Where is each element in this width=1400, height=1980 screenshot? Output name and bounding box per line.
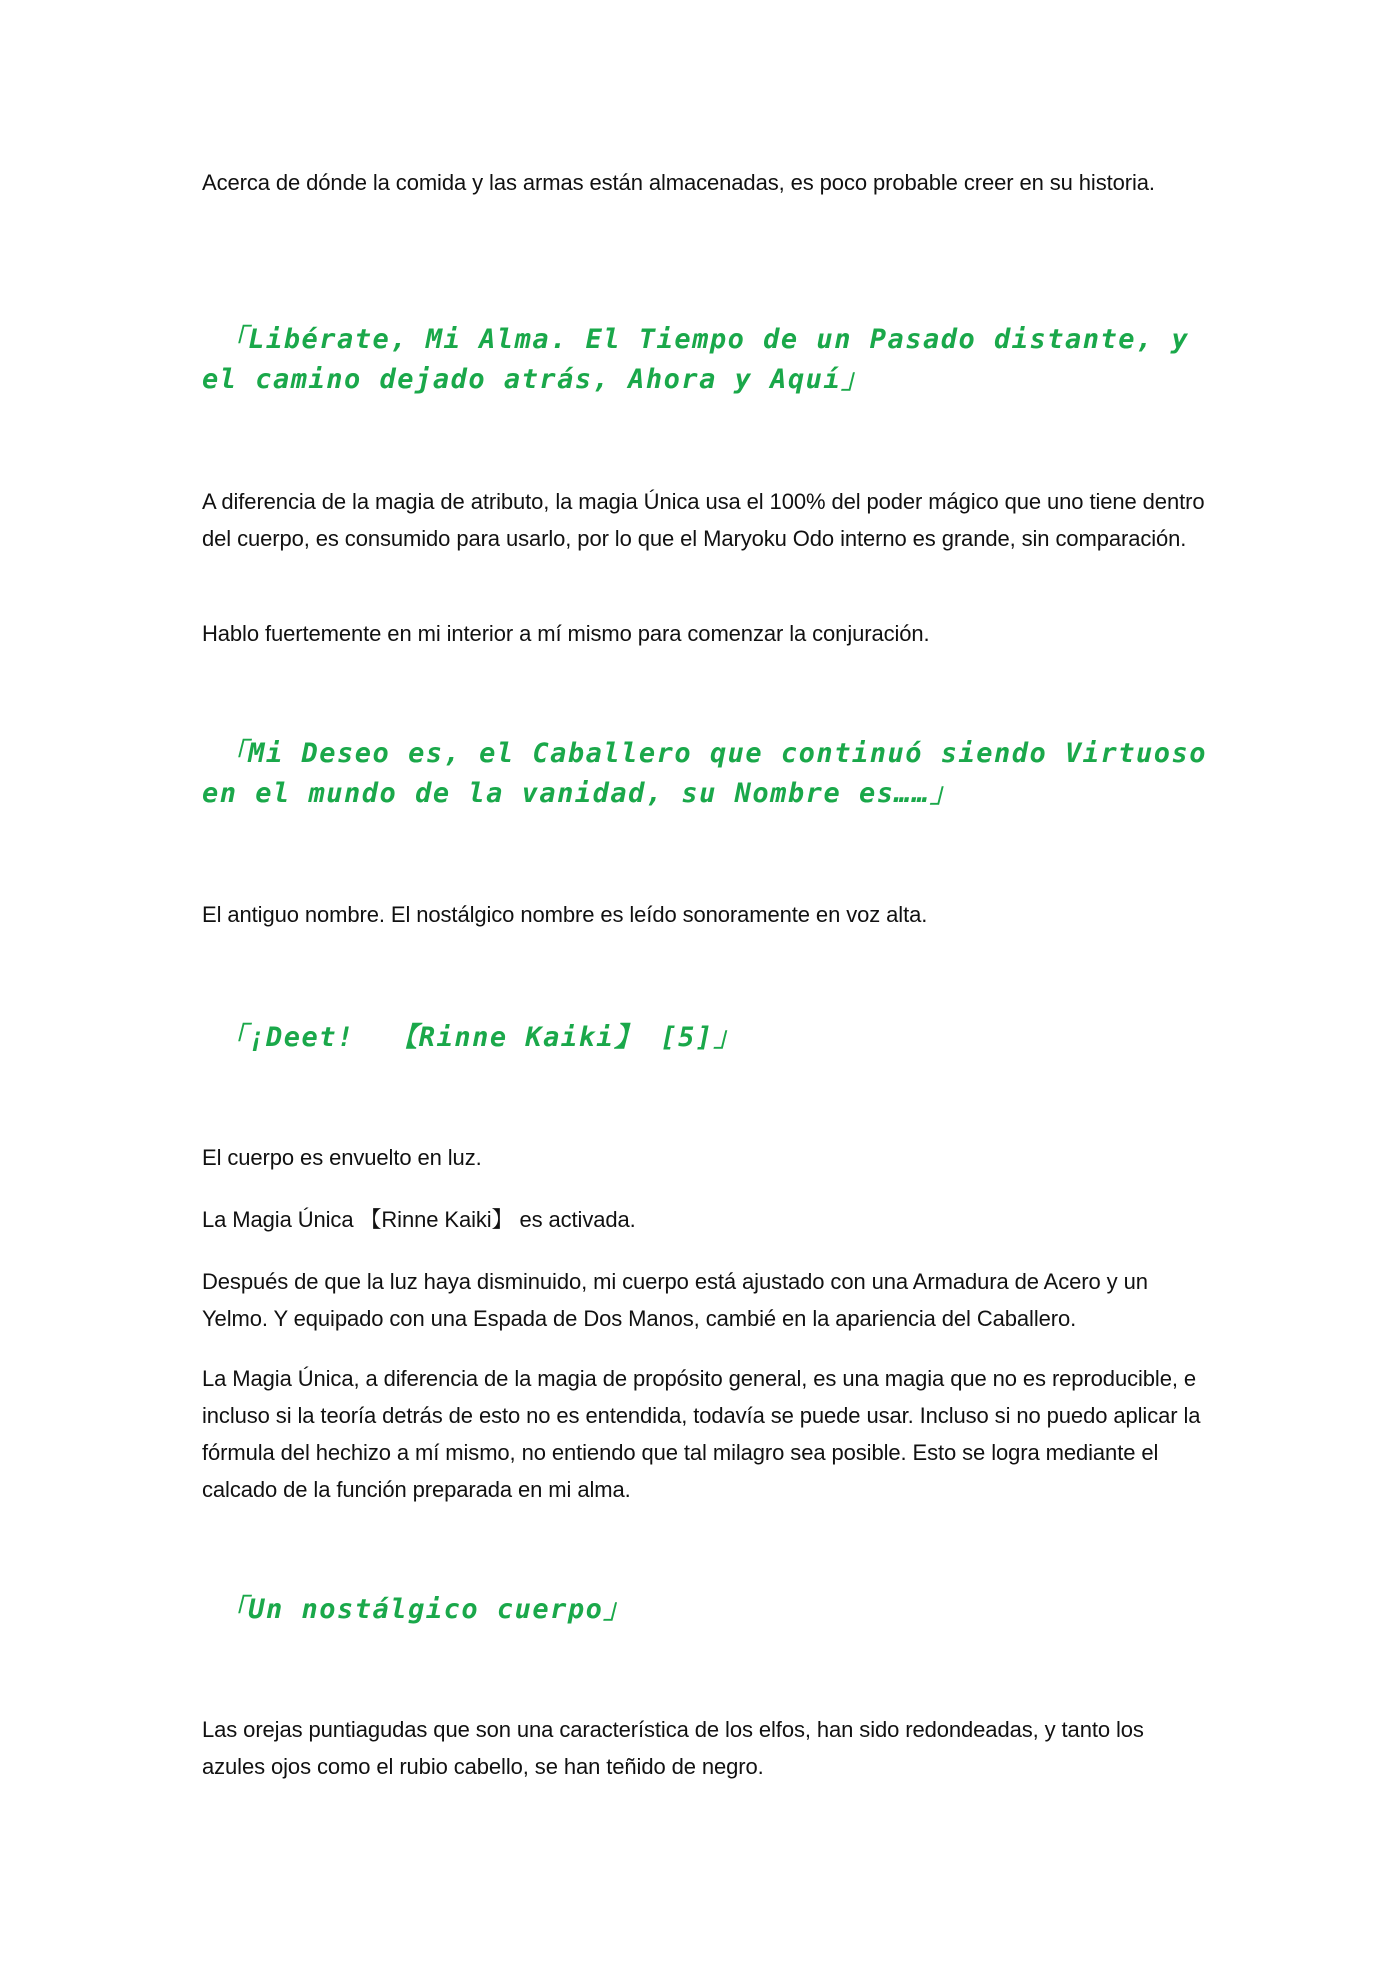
incantation-nostalgic-body: 「Un nostálgico cuerpo」 bbox=[202, 1594, 632, 1625]
incantation-knight-wish: 「Mi Deseo es, el Caballero que continuó siendo Virtuoso en el mundo de la vanidad, su Nombre es……」 bbox=[202, 738, 1225, 809]
incantation-rinne-kaiki: 「¡Deet! 【Rinne Kaiki】 [5]」 bbox=[202, 1022, 743, 1053]
paragraph-unique-magic-power: A diferencia de la magia de atributo, la magia Única usa el 100% del poder mágico que uno tiene dentro del cuerpo, es consumido para usarlo, por lo que el Maryoku Odo interno es grande, sin comparación. bbox=[202, 489, 1205, 551]
paragraph-magic-activated: La Magia Única 【Rinne Kaiki】 es activada. bbox=[202, 1207, 636, 1232]
paragraph-unique-magic-explained: La Magia Única, a diferencia de la magia de propósito general, es una magia que no es reproducible, e incluso si la teoría detrás de esto no es entendida, todavía se puede usar. Incluso si no puedo aplicar la fórmula del hechizo a mí mismo, no entiendo que tal milagro sea posible. Esto se logra mediante el calcado de la función preparada en mi alma. bbox=[202, 1366, 1201, 1502]
paragraph-ancient-name: El antiguo nombre. El nostálgico nombre es leído sonoramente en voz alta. bbox=[202, 902, 928, 927]
paragraph-armor-equipped: Después de que la luz haya disminuido, mi cuerpo está ajustado con una Armadura de Acero y un Yelmo. Y equipado con una Espada de Dos Manos, cambié en la apariencia del Caballero. bbox=[202, 1269, 1148, 1331]
paragraph-storage-doubt: Acerca de dónde la comida y las armas están almacenadas, es poco probable creer en su historia. bbox=[202, 170, 1155, 195]
paragraph-begin-conjuration: Hablo fuertemente en mi interior a mí mismo para comenzar la conjuración. bbox=[202, 621, 930, 646]
paragraph-elf-features-changed: Las orejas puntiagudas que son una característica de los elfos, han sido redondeadas, y tanto los azules ojos como el rubio cabello, se han teñido de negro. bbox=[202, 1717, 1144, 1779]
incantation-liberate-soul: 「Libérate, Mi Alma. El Tiempo de un Pasado distante, y el camino dejado atrás, Ahora y Aquí」 bbox=[202, 324, 1208, 395]
paragraph-body-light: El cuerpo es envuelto en luz. bbox=[202, 1145, 482, 1170]
